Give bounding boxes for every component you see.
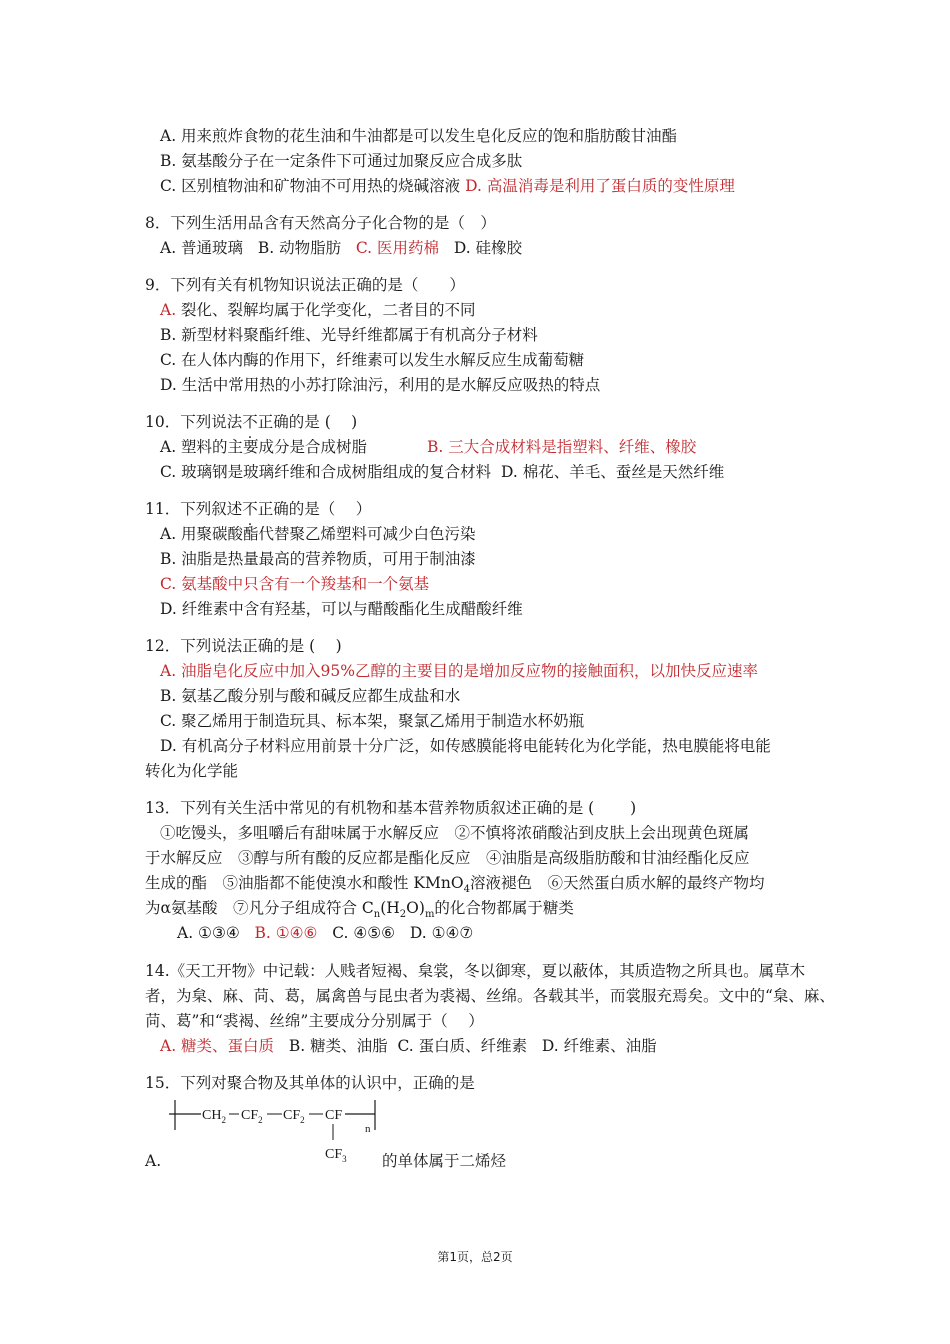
q11-option-d: D. 纤维素中含有羟基，可以与醋酸酯化生成醋酸纤维 — [160, 600, 523, 618]
q9-stem: 9．下列有关有机物知识说法正确的是（ ） — [145, 276, 465, 294]
q10-option-b: B. 三大合成材料是指塑料、纤维、橡胶 — [427, 438, 697, 456]
q7-option-cd — [160, 175, 735, 197]
q11-stem: 11．下列叙述不正确的是（ ） — [145, 500, 372, 518]
q7-option-b: B. 氨基酸分子在一定条件下可通过加聚反应合成多肽 — [160, 152, 523, 170]
q7-option-c: C. 区别植物油和矿物油不可用热的烧碱溶液 — [160, 177, 461, 195]
q12-option-c: C. 聚乙烯用于制造玩具、标本架，聚氯乙烯用于制造水杯奶瓶 — [160, 712, 585, 730]
q13-body-line3: 生成的酯 ⑤油脂都不能使溴水和酸性 KMnO$_4$溶液褪色 ⑥天然蛋白质水解的最终产物均 — [145, 874, 765, 896]
q10-option-c: C. 玻璃钢是玻璃纤维和合成树脂组成的复合材料 — [160, 463, 492, 481]
q14-stem-line1: 14.《天工开物》中记载：人贱者短褐、枲裳，冬以御寒，夏以蔽体，其质造物之所具也。属草木 — [145, 962, 806, 980]
q8-option-b: B. 动物脂肪 — [257, 239, 342, 257]
q14-stem-line2: 者，为枲、麻、苘、葛，属禽兽与昆虫者为裘褐、丝绵。各载其半，而裳服充焉矣。文中的“枲、麻、 — [145, 987, 835, 1005]
q10-option-d: D. 棉花、羊毛、蚕丝是天然纤维 — [501, 463, 725, 481]
q9-option-a: A. 裂化、裂解均属于化学变化，二者目的不同 — [160, 301, 476, 319]
q8-options — [160, 237, 522, 259]
q14-option-b: B. 糖类、油脂 — [288, 1037, 388, 1055]
q13-body-line2: 于水解反应 ③醇与所有酸的反应都是酯化反应 ④油脂是高级脂肪酸和甘油经酯化反应 — [145, 849, 750, 867]
q15-option-a-text: 的单体属于二烯烃 — [382, 1152, 507, 1170]
formula-cf: CF — [325, 1108, 343, 1123]
q13-body-line4: 为α氨基酸 ⑦凡分子组成符合 $C_n(H_2O)_m$的化合物都属于糖类 — [145, 899, 574, 921]
q12-stem: 12．下列说法正确的是 ( ) — [145, 637, 342, 655]
q8-stem: 8．下列生活用品含有天然高分子化合物的是（ ） — [145, 214, 496, 232]
formula-cf2-first: $CF_2$ — [241, 1108, 263, 1125]
q14-option-c: C. 蛋白质、纤维素 — [397, 1037, 528, 1055]
q13-option-d: D. ①④⑦ — [409, 924, 474, 942]
q11-option-b: B. 油脂是热量最高的营养物质，可用于制油漆 — [160, 550, 476, 568]
q10-options-ab — [160, 436, 697, 458]
right-bracket — [345, 1100, 375, 1130]
q7-option-a: A. 用来煎炸食物的花生油和牛油都是可以发生皂化反应的饱和脂肪酸甘油酯 — [160, 127, 678, 145]
q9-option-a-text: 裂化、裂解均属于化学变化，二者目的不同 — [176, 301, 476, 319]
q11-option-c: C. 氨基酸中只含有一个羧基和一个氨基 — [160, 575, 430, 593]
q13-option-a: A. ①③④ — [177, 924, 240, 942]
left-bracket — [169, 1100, 201, 1130]
q15-option-a-label: A. — [145, 1152, 162, 1170]
q9-option-c: C. 在人体内酶的作用下，纤维素可以发生水解反应生成葡萄糖 — [160, 351, 585, 369]
q12-option-a: A. 油脂皂化反应中加入95%乙醇的主要目的是增加反应物的接触面积，以加快反应速率 — [160, 662, 759, 680]
q14-option-d: D. 纤维素、油脂 — [541, 1037, 657, 1055]
formula-cf2-second: $CF_2$ — [283, 1108, 305, 1125]
q10-stem: 10．下列说法不正确的是 ( ) — [145, 413, 358, 431]
formula-cf3: $CF_3$ — [325, 1147, 347, 1164]
q13-option-c: C. ④⑤⑥ — [332, 924, 396, 942]
q9-option-b: B. 新型材料聚酯纤维、光导纤维都属于有机高分子材料 — [160, 326, 538, 344]
q13-body-line1: ①吃馒头，多咀嚼后有甜味属于水解反应 ②不慎将浓硝酸沾到皮肤上会出现黄色斑属 — [160, 824, 750, 842]
formula-n: n — [365, 1123, 371, 1135]
q9-option-d: D. 生活中常用热的小苏打除油污，利用的是水解反应吸热的特点 — [160, 376, 601, 394]
q14-options — [160, 1035, 657, 1057]
q12-option-b: B. 氨基乙酸分别与酸和碱反应都生成盐和水 — [160, 687, 461, 705]
q12-option-d-line1: D. 有机高分子材料应用前景十分广泛，如传感膜能将电能转化为化学能，热电膜能将电能 — [160, 737, 771, 755]
q11-option-a: A. 用聚碳酸酯代替聚乙烯塑料可减少白色污染 — [160, 525, 476, 543]
q8-option-a: A. 普通玻璃 — [160, 239, 244, 257]
polymer-structure-formula — [165, 1098, 385, 1176]
q13-options — [177, 922, 473, 944]
q13-stem: 13．下列有关生活中常见的有机物和基本营养物质叙述正确的是 ( ) — [145, 799, 637, 817]
q14-option-a: A. 糖类、蛋白质 — [160, 1037, 275, 1055]
q7-option-d: D. 高温消毒是利用了蛋白质的变性原理 — [465, 177, 735, 195]
q15-stem: 15．下列对聚合物及其单体的认识中，正确的是 — [145, 1074, 475, 1092]
q10-options-cd — [160, 461, 724, 483]
q13-option-b: B. ①④⑥ — [254, 924, 318, 942]
q10-option-a: A. 塑料的主要成分是合成树脂 — [160, 438, 368, 456]
q14-stem-line3: 苘、葛”和“裘褐、丝绵”主要成分分别属于（ ） — [145, 1012, 484, 1030]
page-footer: 第1页，总2页 — [437, 1250, 513, 1264]
q8-option-c: C. 医用药棉 — [355, 239, 440, 257]
formula-ch2: $CH_2$ — [202, 1108, 226, 1125]
q8-option-d: D. 硅橡胶 — [453, 239, 523, 257]
q12-option-d-line2: 转化为化学能 — [145, 762, 239, 780]
